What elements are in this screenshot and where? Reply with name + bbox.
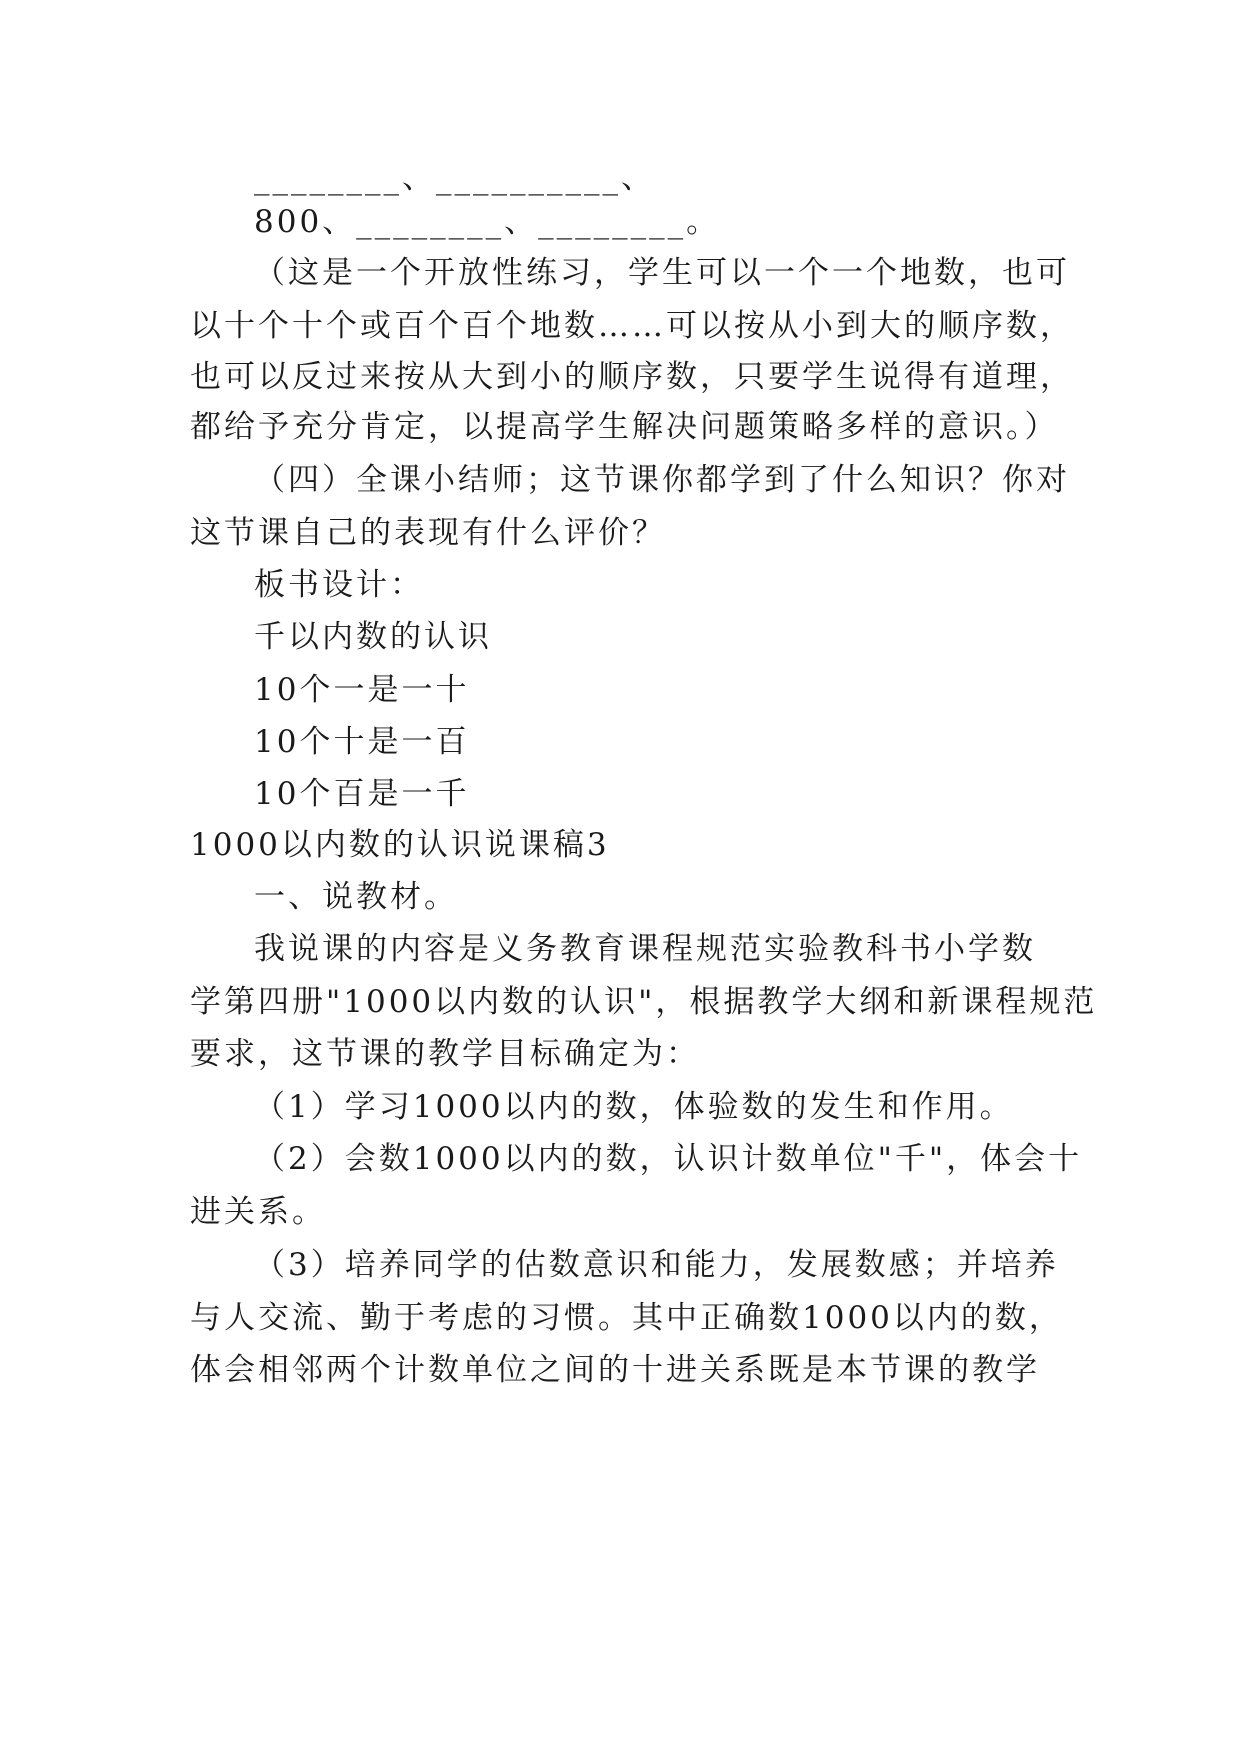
goal-1: （1）学习1000以内的数，体验数的发生和作用。 (254, 1089, 1014, 1125)
board-title: 千以内数的认识 (254, 619, 492, 655)
subheading: 一、说教材。 (254, 879, 458, 915)
blank-line-1: ________、__________、 (254, 160, 655, 196)
paragraph-line: （这是一个开放性练习，学生可以一个一个地数，也可 (254, 255, 1070, 291)
paragraph-line: （四）全课小结师；这节课你都学到了什么知识？你对 (254, 462, 1070, 498)
board-line: 10个百是一千 (254, 776, 470, 812)
paragraph-line: 体会相邻两个计数单位之间的十进关系既是本节课的教学 (190, 1352, 1040, 1388)
paragraph-line: 学第四册"1000以内数的认识"，根据教学大纲和新课程规范 (190, 984, 1098, 1020)
section-heading: 1000以内数的认识说课稿3 (190, 827, 610, 863)
paragraph-line: 与人交流、勤于考虑的习惯。其中正确数1000以内的数， (190, 1300, 1063, 1336)
board-line: 10个一是一十 (254, 672, 470, 708)
goal-3: （3）培养同学的估数意识和能力，发展数感；并培养 (254, 1247, 1059, 1283)
paragraph-line: 以十个十个或百个百个地数……可以按从小到大的顺序数， (190, 308, 1074, 344)
paragraph-line: 我说课的内容是义务教育课程规范实验教科书小学数 (254, 931, 1036, 967)
paragraph-line: 都给予充分肯定，以提高学生解决问题策略多样的意识。） (190, 409, 1059, 445)
paragraph-line: 要求，这节课的教学目标确定为： (190, 1036, 700, 1072)
blank-line-2: 800、________、________。 (254, 204, 721, 240)
board-design-label: 板书设计： (254, 567, 424, 603)
paragraph-line: 这节课自己的表现有什么评价？ (190, 515, 666, 551)
goal-2: （2）会数1000以内的数，认识计数单位"千"，体会十 (254, 1141, 1083, 1177)
board-line: 10个十是一百 (254, 724, 470, 760)
paragraph-line: 进关系。 (190, 1194, 326, 1230)
paragraph-line: 也可以反过来按从大到小的顺序数，只要学生说得有道理， (190, 359, 1074, 395)
